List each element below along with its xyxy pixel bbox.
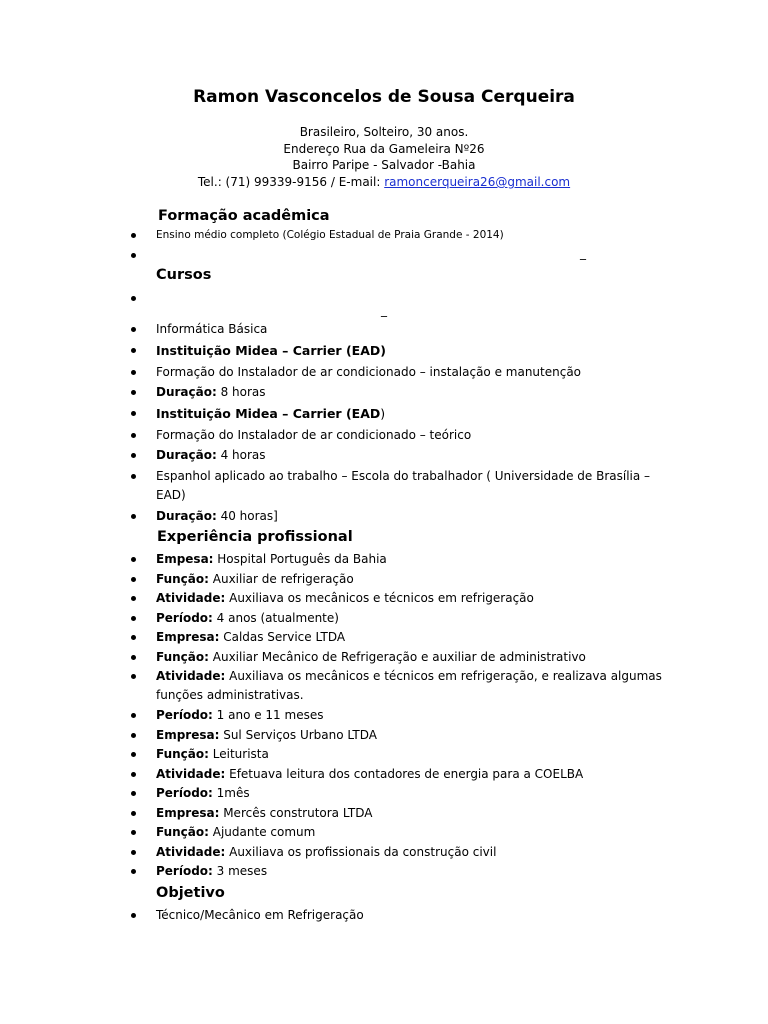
bullet-icon [131, 233, 136, 238]
list-item: Instituição Midea – Carrier (EAD) [156, 343, 386, 358]
list-item: Informática Básica [156, 322, 268, 336]
bullet-icon [131, 752, 136, 757]
list-item: Período: 1mês [156, 786, 250, 800]
bullet-icon [131, 733, 136, 738]
list-item: Atividade: Auxiliava os profissionais da construção civil [156, 845, 497, 859]
bullet-icon [131, 577, 136, 582]
list-item: Função: Auxiliar de refrigeração [156, 572, 354, 586]
list-item: Período: 3 meses [156, 864, 268, 878]
bullet-icon [131, 674, 136, 679]
list-item: Atividade: Efetuava leitura dos contadores de energia para a COELBA [156, 767, 584, 781]
bullet-icon [131, 474, 136, 479]
bullet-icon [131, 655, 136, 660]
bullet-icon [131, 913, 136, 918]
list-item: Período: 4 anos (atualmente) [156, 611, 339, 625]
dash-mark: _ [580, 246, 586, 260]
bullet-icon [131, 616, 136, 621]
personal-info: Brasileiro, Solteiro, 30 anos. [299, 125, 469, 139]
list-item: Empresa: Sul Serviços Urbano LTDA [156, 728, 378, 742]
list-item: Período: 1 ano e 11 meses [156, 708, 324, 722]
list-item: Duração: 40 horas] [156, 509, 278, 523]
bullet-icon [131, 791, 136, 796]
list-item: Duração: 4 horas [156, 448, 266, 462]
section-title-formacao: Formação acadêmica [158, 208, 330, 224]
bullet-icon [131, 811, 136, 816]
section-title-objetivo: Objetivo [156, 885, 225, 901]
list-item-continuation: funções administrativas. [156, 688, 304, 702]
bullet-icon [131, 830, 136, 835]
bullet-icon [131, 514, 136, 519]
list-item: Formação do Instalador de ar condicionado – teórico [156, 428, 472, 442]
bullet-icon [131, 713, 136, 718]
bullet-icon [131, 850, 136, 855]
list-item: Formação do Instalador de ar condicionado – instalação e manutenção [156, 365, 582, 379]
candidate-name: Ramon Vasconcelos de Sousa Cerqueira [193, 87, 575, 107]
address-line: Endereço Rua da Gameleira Nº26 [283, 142, 485, 156]
contact-line [0, 174, 768, 191]
bullet-icon [131, 253, 136, 258]
list-item: Técnico/Mecânico em Refrigeração [156, 908, 364, 922]
bullet-icon [131, 635, 136, 640]
list-item: Empresa: Caldas Service LTDA [156, 630, 346, 644]
bullet-icon [131, 370, 136, 375]
list-item: Função: Ajudante comum [156, 825, 316, 839]
list-item: Espanhol aplicado ao trabalho – Escola do trabalhador ( Universidade de Brasília – [156, 469, 651, 483]
bullet-icon [131, 596, 136, 601]
list-item: Ensino médio completo (Colégio Estadual de Praia Grande - 2014) [156, 229, 504, 241]
bullet-icon [131, 348, 136, 353]
section-title-experiencia: Experiência profissional [157, 529, 353, 545]
list-item: Função: Leiturista [156, 747, 269, 761]
list-item: Empresa: Mercês construtora LTDA [156, 806, 373, 820]
list-item-continuation: EAD) [156, 488, 186, 502]
bullet-icon [131, 327, 136, 332]
bullet-icon [131, 390, 136, 395]
bullet-icon [131, 453, 136, 458]
neighborhood-line: Bairro Paripe - Salvador -Bahia [292, 158, 476, 172]
bullet-icon [131, 772, 136, 777]
dash-mark: _ [381, 303, 387, 317]
list-item: Empesa: Hospital Português da Bahia [156, 552, 387, 566]
list-item: Atividade: Auxiliava os mecânicos e técnicos em refrigeração [156, 591, 534, 605]
bullet-icon [131, 557, 136, 562]
list-item: Função: Auxiliar Mecânico de Refrigeração e auxiliar de administrativo [156, 650, 586, 664]
bullet-icon [131, 869, 136, 874]
bullet-icon [131, 433, 136, 438]
list-item: Duração: 8 horas [156, 385, 266, 399]
phone-text: Tel.: (71) 99339-9156 / E-mail: [197, 175, 385, 189]
section-title-cursos: Cursos [156, 267, 212, 283]
list-item: Instituição Midea – Carrier (EAD) [156, 406, 386, 421]
email-link[interactable]: ramoncerqueira26@gmail.com [384, 175, 571, 189]
bullet-icon [131, 296, 136, 301]
bullet-icon [131, 411, 136, 416]
list-item: Atividade: Auxiliava os mecânicos e técnicos em refrigeração, e realizava algumas [156, 669, 662, 683]
